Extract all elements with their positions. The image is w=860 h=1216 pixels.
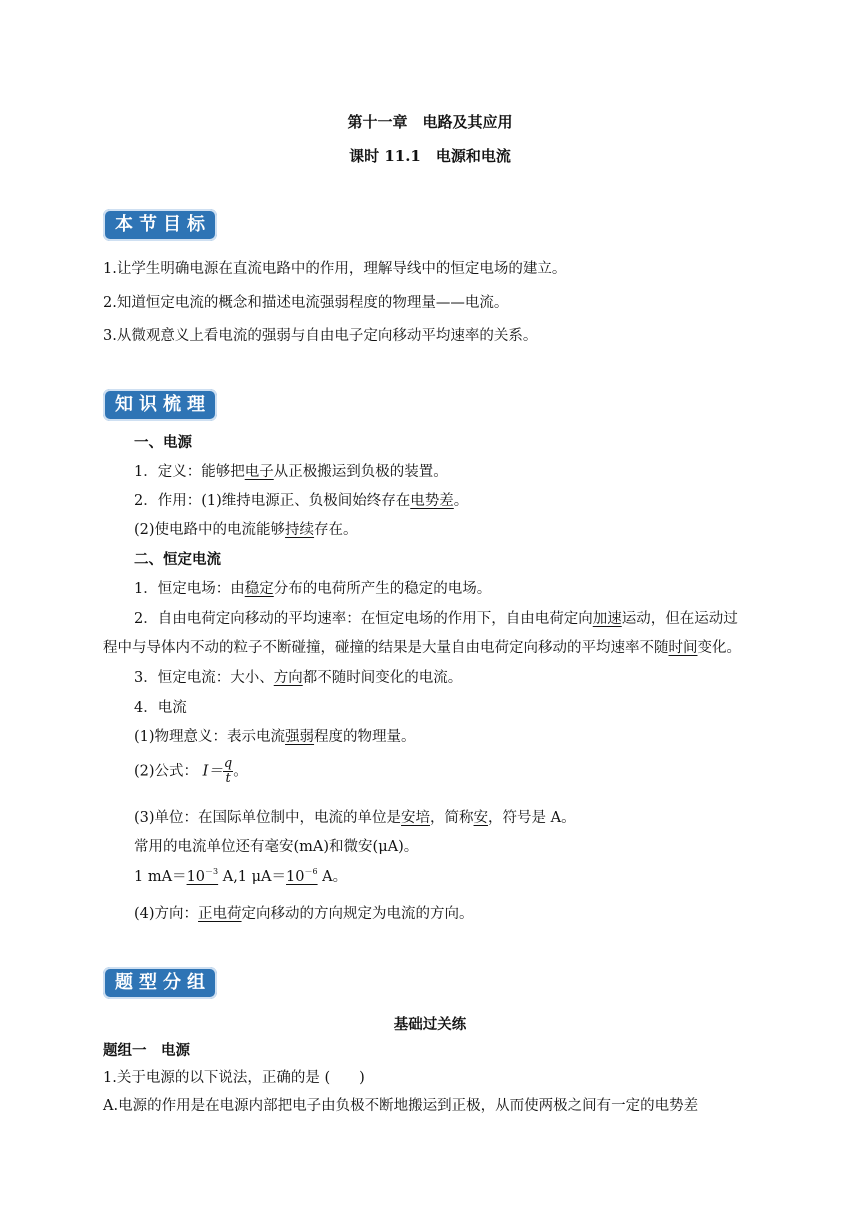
common-units-line: 常用的电流单位还有毫安(mA)和微安(μA)。 (134, 839, 419, 855)
conversion-line: 1 $mA=10^{-3}$ A,1 $\mu A=10^{-6}$ A。 (134, 867, 348, 885)
section-constant-title: 二、恒定电流 (134, 551, 221, 568)
function-line-2: (2)使电路中的电流能够持续存在。 (134, 522, 358, 538)
lesson-title: 课时 11.1 电源和电流 (349, 147, 511, 165)
current-heading: 4．电流 (134, 700, 187, 716)
goal-3: 3.从微观意义上看电流的强弱与自由电子定向移动平均速率的关系。 (103, 328, 538, 344)
groups-badge: 题型分组 (103, 967, 217, 999)
fill-blank: 稳定 (244, 581, 274, 597)
question-1-option-a: A.电源的作用是在电源内部把电子由负极不断地搬运到正极，从而使两极之间有一定的电势差 (103, 1098, 699, 1114)
constant-current-line: 3．恒定电流：大小、方向都不随时间变化的电流。 (134, 670, 463, 686)
meaning-line: (1)物理意义：表示电流强弱程度的物理量。 (134, 729, 416, 745)
definition-line: 1．定义：能够把电子从正极搬运到负极的装置。 (134, 464, 448, 480)
exercise-section-title: 基础过关练 (393, 1016, 467, 1033)
fill-blank: 电势差 (410, 493, 454, 509)
knowledge-badge: 知识梳理 (103, 389, 217, 421)
question-1: 1.关于电源的以下说法，正确的是 ( ) (103, 1070, 365, 1086)
fill-blank: $10^{-6}$ (286, 867, 318, 885)
formula-line: (2)公式： I＝ $\frac{q}{t}$ 。 (134, 756, 248, 786)
fill-blank: 时间 (668, 640, 698, 656)
goal-2: 2.知道恒定电流的概念和描述电流强弱程度的物理量——电流。 (103, 295, 509, 311)
drift-speed-line: 2．自由电荷定向移动的平均速率：在恒定电场的作用下，自由电荷定向加速运动，但在运动过 (134, 611, 738, 627)
drift-speed-line-2: 程中与导体内不动的粒子不断碰撞，碰撞的结果是大量自由电荷定向移动的平均速率不随时间变化。 (103, 640, 741, 656)
fill-blank: 电子 (244, 464, 274, 480)
chapter-title: 第十一章 电路及其应用 (347, 113, 513, 131)
fill-blank: 持续 (285, 522, 315, 538)
fill-blank: $10^{-3}$ (186, 867, 219, 885)
group-1-title: 题组一 电源 (103, 1042, 190, 1059)
fill-blank: 加速 (592, 611, 622, 627)
direction-line: (4)方向：正电荷定向移动的方向规定为电流的方向。 (134, 906, 474, 922)
unit-line: (3)单位：在国际单位制中，电流的单位是安培，简称安，符号是 A。 (134, 810, 576, 826)
goals-badge: 本节目标 (103, 209, 217, 241)
fill-blank: 正电荷 (198, 906, 242, 922)
function-line: 2．作用：(1)维持电源正、负极间始终存在电势差。 (134, 493, 469, 509)
constant-field-line: 1．恒定电场：由稳定分布的电荷所产生的稳定的电场。 (134, 581, 492, 597)
formula-lhs: I＝ (202, 763, 223, 780)
goal-1: 1.让学生明确电源在直流电路中的作用，理解导线中的恒定电场的建立。 (103, 261, 567, 277)
fill-blank: 强弱 (285, 729, 315, 745)
section-power-title: 一、电源 (134, 434, 192, 451)
fill-blank: 安培 (401, 810, 431, 826)
formula-fraction: $\frac{q}{t}$ (223, 756, 233, 786)
fill-blank: 安 (473, 810, 489, 826)
fill-blank: 方向 (273, 670, 303, 686)
